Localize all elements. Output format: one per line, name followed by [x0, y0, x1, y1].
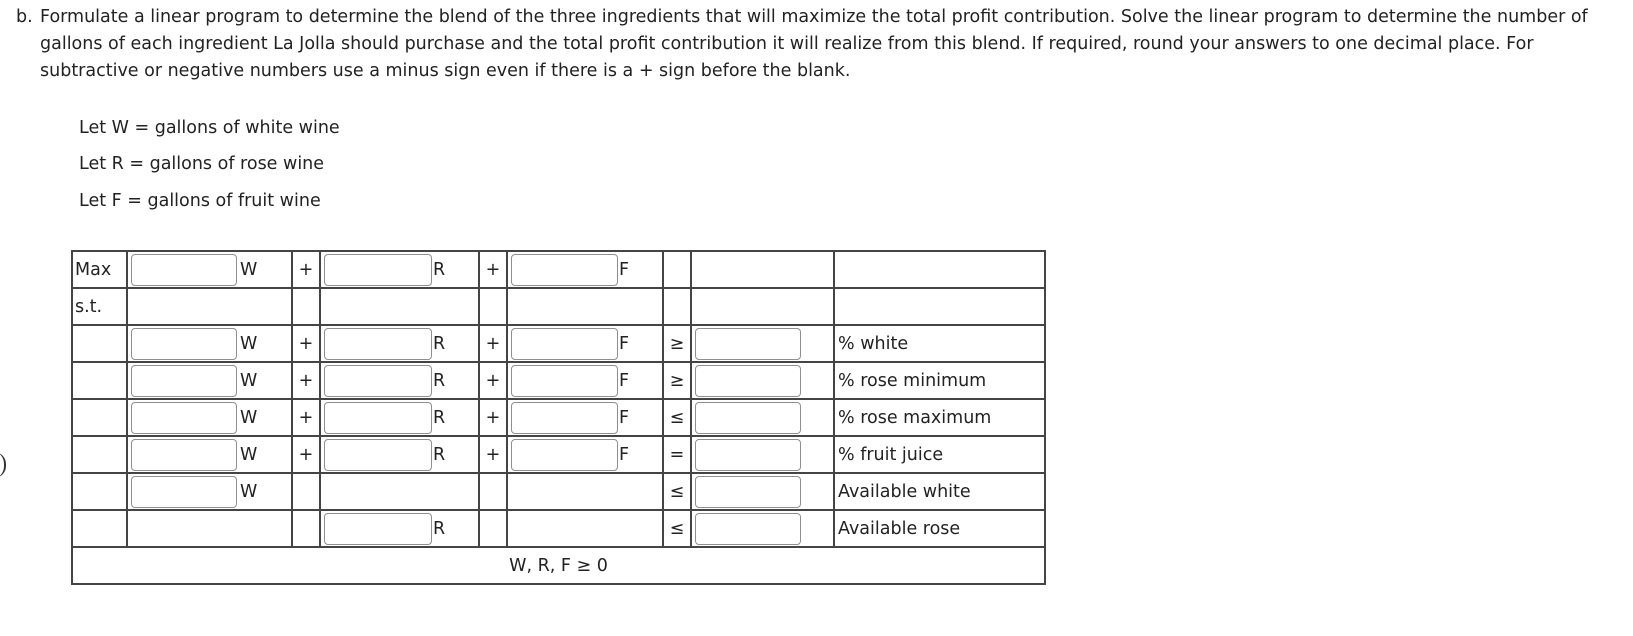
constraint-f-cell — [507, 399, 663, 436]
var-f-label: F — [619, 371, 630, 391]
available-rose-constraint-r-input[interactable] — [324, 513, 432, 545]
plus-sign: + — [292, 325, 320, 362]
objective-f-cell — [507, 251, 663, 288]
empty-cell — [320, 473, 479, 510]
plus-sign: + — [292, 436, 320, 473]
rhs-cell — [691, 510, 834, 547]
constraint-description: % white — [834, 325, 1045, 362]
empty-cell — [72, 436, 127, 473]
var-w-label: W — [240, 408, 258, 428]
relation-sign: ≤ — [663, 510, 691, 547]
subject-to-row — [72, 288, 1045, 325]
relation-sign: ≥ — [663, 325, 691, 362]
empty-cell — [479, 473, 507, 510]
constraint-description: % rose minimum — [834, 362, 1045, 399]
var-w-label: W — [240, 445, 258, 465]
objective-f-coefficient-input[interactable] — [511, 254, 618, 286]
page-edge-mark — [0, 452, 6, 478]
var-f-label: F — [619, 408, 630, 428]
available-white-constraint-rhs-input[interactable] — [695, 476, 801, 508]
rhs-cell — [691, 399, 834, 436]
rose-max-constraint-f-input[interactable] — [511, 402, 618, 434]
relation-sign: = — [663, 436, 691, 473]
empty-cell — [507, 510, 663, 547]
objective-row — [72, 251, 1045, 288]
objective-label: Max — [72, 251, 127, 288]
white-constraint-w-input[interactable] — [131, 328, 237, 360]
empty-cell — [691, 251, 834, 288]
rhs-cell — [691, 325, 834, 362]
constraint-w-cell — [127, 362, 292, 399]
var-f-label: F — [619, 445, 630, 465]
objective-r-cell — [320, 251, 479, 288]
rose-min-constraint-rhs-input[interactable] — [695, 365, 801, 397]
nonnegativity-row — [72, 547, 1045, 584]
var-r-label: R — [433, 519, 446, 539]
var-w-label: W — [240, 334, 258, 354]
objective-r-coefficient-input[interactable] — [324, 254, 432, 286]
empty-cell — [292, 510, 320, 547]
var-r-label: R — [433, 445, 446, 465]
rose-min-constraint-w-input[interactable] — [131, 365, 237, 397]
fruit-juice-constraint-f-input[interactable] — [511, 439, 618, 471]
constraint-r-cell — [320, 510, 479, 547]
white-constraint-f-input[interactable] — [511, 328, 618, 360]
constraint-row-available-white — [72, 473, 1045, 510]
empty-cell — [72, 362, 127, 399]
empty-cell — [292, 288, 320, 325]
constraint-w-cell — [127, 473, 292, 510]
var-r-label: R — [433, 408, 446, 428]
lp-model-table — [71, 250, 1046, 585]
objective-w-cell — [127, 251, 292, 288]
fruit-juice-constraint-r-input[interactable] — [324, 439, 432, 471]
plus-sign: + — [292, 399, 320, 436]
constraint-r-cell — [320, 399, 479, 436]
constraint-w-cell — [127, 399, 292, 436]
constraint-row-fruit-juice — [72, 436, 1045, 473]
rose-max-constraint-w-input[interactable] — [131, 402, 237, 434]
plus-sign: + — [479, 399, 507, 436]
rose-min-constraint-f-input[interactable] — [511, 365, 618, 397]
relation-sign: ≤ — [663, 399, 691, 436]
constraint-f-cell — [507, 362, 663, 399]
plus-sign: + — [479, 436, 507, 473]
empty-cell — [834, 251, 1045, 288]
fruit-juice-constraint-w-input[interactable] — [131, 439, 237, 471]
var-w-label: W — [240, 371, 258, 391]
constraint-description: % fruit juice — [834, 436, 1045, 473]
definition-rose: Let R = gallons of rose wine — [79, 154, 325, 174]
question-body: Formulate a linear program to determine the blend of the three ingredients that will maximize the total profit contribution. Solve the linear program to determine the number of gallons of each ingredient La Jolla should purchase and the total profit contribution it will realize from this blend. If required, round your answers to one decimal place. For subtractive or negative numbers use a minus sign even if there is a + sign before the blank. — [40, 7, 1588, 81]
nonnegativity-constraint: W, R, F ≥ 0 — [72, 547, 1045, 584]
relation-sign: ≥ — [663, 362, 691, 399]
var-w-label: W — [240, 260, 258, 280]
empty-cell — [292, 473, 320, 510]
question-text — [16, 4, 1628, 85]
empty-cell — [72, 325, 127, 362]
constraint-f-cell — [507, 436, 663, 473]
empty-cell — [479, 288, 507, 325]
constraint-r-cell — [320, 436, 479, 473]
rhs-cell — [691, 473, 834, 510]
available-rose-constraint-rhs-input[interactable] — [695, 513, 801, 545]
empty-cell — [127, 510, 292, 547]
plus-sign: + — [479, 362, 507, 399]
white-constraint-r-input[interactable] — [324, 328, 432, 360]
rhs-cell — [691, 362, 834, 399]
available-white-constraint-w-input[interactable] — [131, 476, 237, 508]
var-r-label: R — [433, 371, 446, 391]
objective-w-coefficient-input[interactable] — [131, 254, 237, 286]
rose-min-constraint-r-input[interactable] — [324, 365, 432, 397]
constraint-r-cell — [320, 325, 479, 362]
plus-sign: + — [292, 362, 320, 399]
fruit-juice-constraint-rhs-input[interactable] — [695, 439, 801, 471]
empty-cell — [72, 510, 127, 547]
empty-cell — [507, 288, 663, 325]
var-f-label: F — [619, 334, 630, 354]
empty-cell — [479, 510, 507, 547]
rose-max-constraint-r-input[interactable] — [324, 402, 432, 434]
question-part-label: b. — [16, 7, 33, 27]
empty-cell — [72, 399, 127, 436]
constraint-row-rose-min — [72, 362, 1045, 399]
empty-cell — [663, 251, 691, 288]
relation-sign: ≤ — [663, 473, 691, 510]
var-r-label: R — [433, 334, 446, 354]
var-f-label: F — [619, 260, 630, 280]
constraint-description: Available rose — [834, 510, 1045, 547]
subject-to-label: s.t. — [72, 288, 127, 325]
constraint-f-cell — [507, 325, 663, 362]
empty-cell — [72, 473, 127, 510]
constraint-description: Available white — [834, 473, 1045, 510]
plus-sign: + — [479, 251, 507, 288]
empty-cell — [691, 288, 834, 325]
definition-fruit: Let F = gallons of fruit wine — [79, 191, 321, 211]
constraint-row-available-rose — [72, 510, 1045, 547]
definition-white: Let W = gallons of white wine — [79, 118, 340, 138]
constraint-r-cell — [320, 362, 479, 399]
empty-cell — [320, 288, 479, 325]
empty-cell — [507, 473, 663, 510]
constraint-w-cell — [127, 436, 292, 473]
var-w-label: W — [240, 482, 258, 502]
empty-cell — [127, 288, 292, 325]
white-constraint-rhs-input[interactable] — [695, 328, 801, 360]
constraint-row-rose-max — [72, 399, 1045, 436]
rhs-cell — [691, 436, 834, 473]
constraint-description: % rose maximum — [834, 399, 1045, 436]
empty-cell — [834, 288, 1045, 325]
rose-max-constraint-rhs-input[interactable] — [695, 402, 801, 434]
plus-sign: + — [292, 251, 320, 288]
empty-cell — [663, 288, 691, 325]
constraint-w-cell — [127, 325, 292, 362]
constraint-row-white — [72, 325, 1045, 362]
plus-sign: + — [479, 325, 507, 362]
var-r-label: R — [433, 260, 446, 280]
